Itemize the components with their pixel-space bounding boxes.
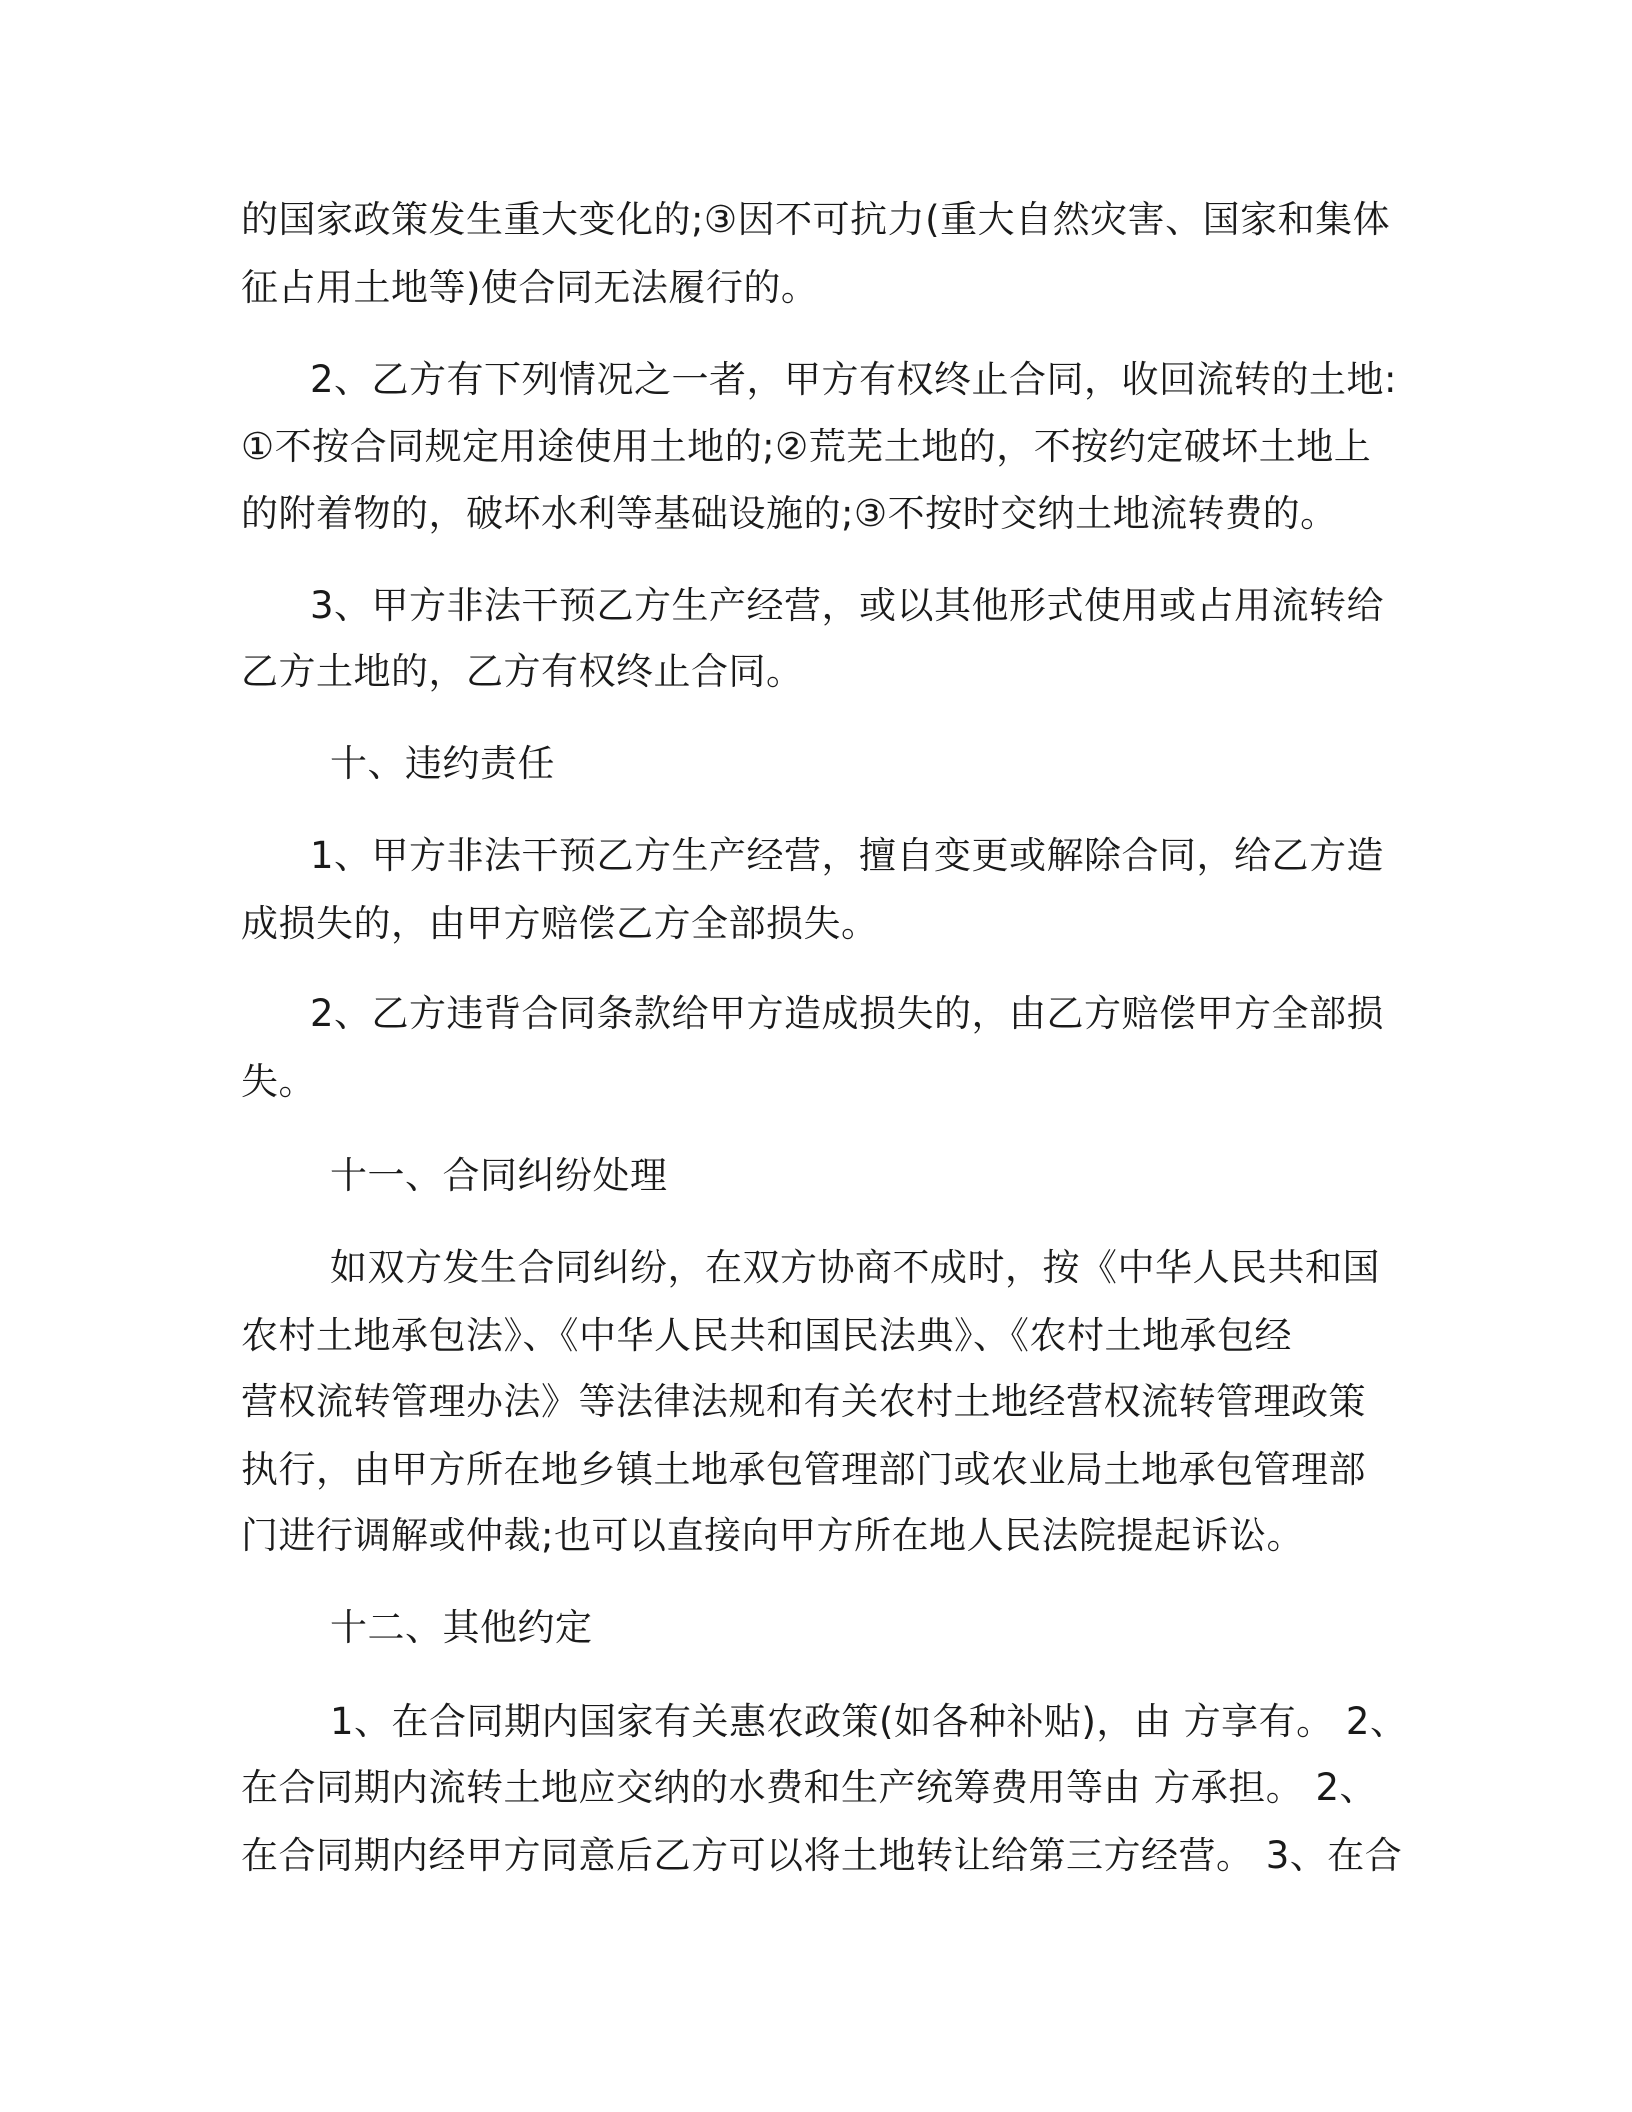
section-heading: 十、违约责任	[330, 742, 555, 785]
paragraph-line: 的附着物的，破坏水利等基础设施的;③不按时交纳土地流转费的。	[241, 492, 1338, 535]
section-heading: 十一、合同纠纷处理	[330, 1154, 668, 1197]
paragraph-line: 如双方发生合同纠纷，在双方协商不成时，按《中华人民共和国	[330, 1246, 1380, 1289]
paragraph-line: 在合同期内经甲方同意后乙方可以将土地转让给第三方经营。 3、在合	[241, 1834, 1403, 1877]
paragraph-line: 营权流转管理办法》等法律法规和有关农村土地经营权流转管理政策	[241, 1380, 1366, 1423]
paragraph-line: 征占用土地等)使合同无法履行的。	[241, 266, 819, 309]
paragraph-line: 门进行调解或仲裁;也可以直接向甲方所在地人民法院提起诉讼。	[241, 1514, 1304, 1557]
paragraph-line: 1、甲方非法干预乙方生产经营，擅自变更或解除合同，给乙方造	[310, 834, 1385, 877]
paragraph-line: 失。	[241, 1060, 316, 1103]
paragraph-line: 成损失的，由甲方赔偿乙方全部损失。	[241, 902, 879, 945]
paragraph-line: 农村土地承包法》、《中华人民共和国民法典》、《农村土地承包经	[241, 1314, 1292, 1357]
section-heading: 十二、其他约定	[330, 1606, 593, 1649]
paragraph-line: 执行，由甲方所在地乡镇土地承包管理部门或农业局土地承包管理部	[241, 1448, 1366, 1491]
paragraph-line: 乙方土地的，乙方有权终止合同。	[241, 650, 804, 693]
paragraph-line: ①不按合同规定用途使用土地的;②荒芜土地的，不按约定破坏土地上	[241, 425, 1372, 468]
paragraph-line: 1、在合同期内国家有关惠农政策(如各种补贴)，由 方享有。 2、	[330, 1700, 1408, 1743]
paragraph-line: 2、乙方违背合同条款给甲方造成损失的，由乙方赔偿甲方全部损	[310, 992, 1385, 1035]
paragraph-line: 的国家政策发生重大变化的;③因不可抗力(重大自然灾害、国家和集体	[241, 198, 1391, 241]
paragraph-line: 2、乙方有下列情况之一者，甲方有权终止合同，收回流转的土地:	[310, 358, 1398, 401]
paragraph-line: 3、甲方非法干预乙方生产经营，或以其他形式使用或占用流转给	[310, 584, 1385, 627]
paragraph-line: 在合同期内流转土地应交纳的水费和生产统筹费用等由 方承担。 2、	[241, 1766, 1378, 1809]
